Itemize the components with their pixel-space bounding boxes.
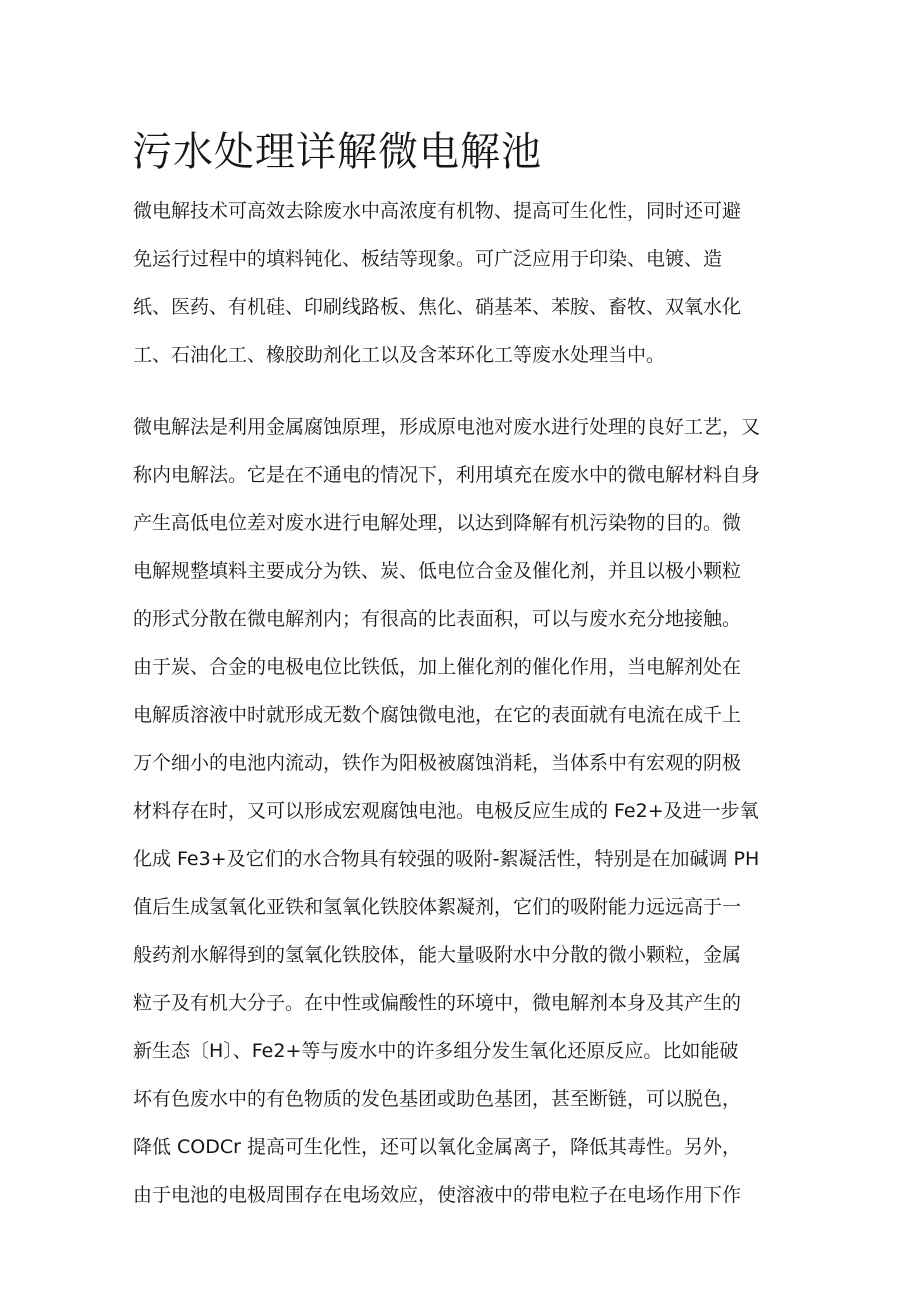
paragraph-2-line: 由于电池的电极周围存在电场效应，使溶液中的带电粒子在电场作用下作 bbox=[133, 1184, 742, 1206]
paragraph-2-line: 粒子及有机大分子。在中性或偏酸性的环境中，微电解剂本身及其产生的 bbox=[133, 992, 742, 1014]
paragraph-2-line: 称内电解法。它是在不通电的情况下，利用填充在废水中的微电解材料自身 bbox=[133, 464, 761, 486]
paragraph-2-line: 般药剂水解得到的氢氧化铁胶体，能大量吸附水中分散的微小颗粒，金属 bbox=[133, 944, 742, 966]
paragraph-2-line: 微电解法是利用金属腐蚀原理，形成原电池对废水进行处理的良好工艺，又 bbox=[133, 416, 761, 438]
paragraph-1-line: 纸、医药、有机硅、印刷线路板、焦化、硝基苯、苯胺、畜牧、双氧水化 bbox=[133, 296, 742, 318]
paragraph-2-line: 由于炭、合金的电极电位比铁低，加上催化剂的催化作用，当电解剂处在 bbox=[133, 656, 742, 678]
paragraph-1-line: 工、石油化工、橡胶助剂化工以及含苯环化工等废水处理当中。 bbox=[133, 344, 666, 366]
paragraph-2-line: 电解规整填料主要成分为铁、炭、低电位合金及催化剂，并且以极小颗粒 bbox=[133, 560, 742, 582]
paragraph-2-line: 的形式分散在微电解剂内；有很高的比表面积，可以与废水充分地接触。 bbox=[133, 608, 742, 630]
paragraph-2-line: 降低 CODCr 提高可生化性，还可以氧化金属离子，降低其毒性。另外， bbox=[133, 1136, 742, 1158]
paragraph-2-line: 电解质溶液中时就形成无数个腐蚀微电池，在它的表面就有电流在成千上 bbox=[133, 704, 742, 726]
document-title: 污水处理详解微电解池 bbox=[132, 129, 542, 175]
paragraph-1-line: 微电解技术可高效去除废水中高浓度有机物、提高可生化性，同时还可避 bbox=[133, 200, 742, 222]
paragraph-2-line: 坏有色废水中的有色物质的发色基团或助色基团，甚至断链，可以脱色， bbox=[133, 1088, 742, 1110]
paragraph-2-line: 值后生成氢氧化亚铁和氢氧化铁胶体絮凝剂，它们的吸附能力远远高于一 bbox=[133, 896, 742, 918]
paragraph-1-line: 免运行过程中的填料钝化、板结等现象。可广泛应用于印染、电镀、造 bbox=[133, 248, 723, 270]
paragraph-2-line: 化成 Fe3+及它们的水合物具有较强的吸附-絮凝活性，特别是在加碱调 PH bbox=[133, 848, 760, 870]
paragraph-2-line: 万个细小的电池内流动，铁作为阳极被腐蚀消耗，当体系中有宏观的阴极 bbox=[133, 752, 742, 774]
paragraph-2-line: 新生态〔H〕、Fe2+等与废水中的许多组分发生氧化还原反应。比如能破 bbox=[133, 1040, 739, 1062]
paragraph-2-line: 材料存在时，又可以形成宏观腐蚀电池。电极反应生成的 Fe2+及进一步氧 bbox=[133, 800, 759, 822]
paragraph-2-line: 产生高低电位差对废水进行电解处理，以达到降解有机污染物的目的。微 bbox=[133, 512, 742, 534]
